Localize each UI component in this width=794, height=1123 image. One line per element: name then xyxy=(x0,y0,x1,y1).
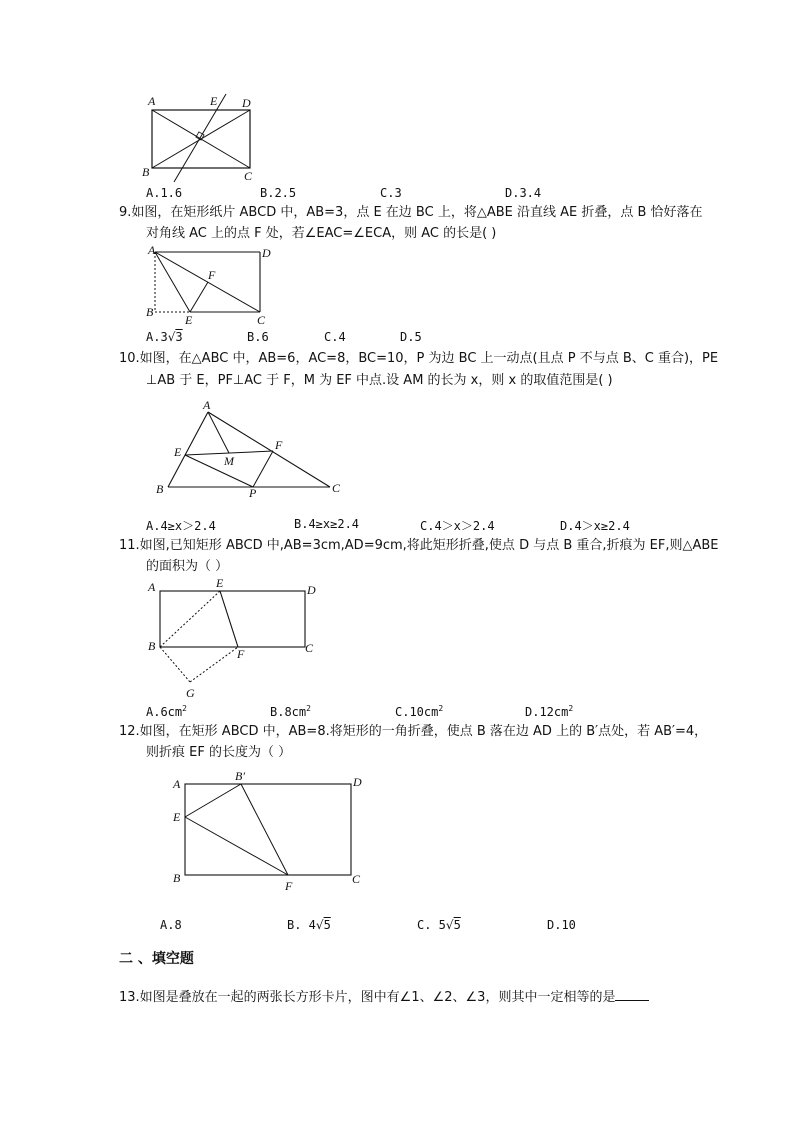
fig10-label-p: P xyxy=(249,486,257,500)
q13-text-line1: 13.如图是叠放在一起的两张长方形卡片，图中有∠1、∠2、∠3，则其中一定相等的是 xyxy=(119,990,616,1005)
q12-option-d: D.10 xyxy=(547,918,576,932)
fig8-label-c: C xyxy=(244,169,253,183)
q11-option-c-text: C.10cm xyxy=(395,705,439,719)
q9-option-d: D.5 xyxy=(400,330,422,344)
fig12-label-c: C xyxy=(352,872,361,886)
fig8-label-d: D xyxy=(242,96,251,110)
fig11-label-g: G xyxy=(186,686,195,700)
fig9-label-f: F xyxy=(208,268,216,282)
fig9-label-c: C xyxy=(257,313,266,327)
fig8-label-e: E xyxy=(210,94,218,108)
q13-answer-blank[interactable] xyxy=(615,988,649,1001)
fig8-label-b: B xyxy=(142,165,150,179)
q8-option-c: C.3 xyxy=(380,186,402,200)
q11-option-c-sup: 2 xyxy=(438,704,444,713)
q10-figure xyxy=(152,398,352,502)
fig10-label-c: C xyxy=(332,481,341,495)
fig12-label-f: F xyxy=(285,879,293,893)
q11-option-d-sup: 2 xyxy=(568,704,574,713)
q11-option-d xyxy=(525,704,573,719)
q11-option-b-text: B.8cm xyxy=(270,705,307,719)
fig11-label-f: F xyxy=(237,647,245,661)
fig9-label-b: B xyxy=(146,305,154,319)
q9-figure xyxy=(140,243,275,327)
sqrt-symbol: √ xyxy=(445,918,454,932)
q9-text-line1: 9.如图，在矩形纸片 ABCD 中，AB=3，点 E 在边 BC 上，将△ABE 沿直线 AE 折叠，点 B 恰好落在 xyxy=(119,205,703,220)
fig12-label-d: D xyxy=(353,775,362,789)
q8-figure xyxy=(140,88,270,186)
fig11-label-a: A xyxy=(148,580,156,594)
fig10-label-m: M xyxy=(224,454,234,468)
q12-option-a: A.8 xyxy=(160,918,182,932)
q11-option-b xyxy=(270,704,311,719)
q11-option-d-text: D.12cm xyxy=(525,705,569,719)
q9-text-line2: 对角线 AC 上的点 F 处，若∠EAC=∠ECA，则 AC 的长是( ) xyxy=(146,226,497,241)
sqrt-symbol: √ xyxy=(167,330,176,344)
q10-option-b: B.4≥x≥2.4 xyxy=(294,517,360,531)
q9-option-a xyxy=(146,330,183,344)
q11-text-line1: 11.如图,已知矩形 ABCD 中,AB=3cm,AD=9cm,将此矩形折叠,使点 D 与点 B 重合,折痕为 EF,则△ABE xyxy=(119,538,719,553)
fig10-label-f: F xyxy=(275,438,283,452)
q12-option-b-prefix: B. 4 xyxy=(287,918,316,932)
fig12-label-b: B xyxy=(173,871,181,885)
q10-option-a: A.4≥x＞2.4 xyxy=(146,519,216,533)
fig9-label-a: A xyxy=(148,243,156,257)
q11-text-line2: 的面积为（ ） xyxy=(146,559,229,574)
q11-option-a-text: A.6cm xyxy=(146,705,183,719)
q9-option-a-coef: 3 xyxy=(160,330,168,344)
fig11-label-d: D xyxy=(307,583,316,597)
q8-option-a: A.1.6 xyxy=(146,186,183,200)
sqrt-symbol: √ xyxy=(315,918,324,932)
q12-option-c xyxy=(417,918,461,932)
fig10-label-b: B xyxy=(156,482,164,496)
q9-option-a-prefix: A. xyxy=(146,330,161,344)
fig11-label-e: E xyxy=(216,576,224,590)
q11-option-b-sup: 2 xyxy=(306,704,311,713)
q8-option-d: D.3.4 xyxy=(505,186,542,200)
fig12-label-e: E xyxy=(173,810,181,824)
q9-option-a-radicand: 3 xyxy=(175,330,183,344)
section-heading-fill-in: 二 、填空题 xyxy=(119,951,194,967)
fig11-label-c: C xyxy=(305,641,314,655)
fig10-label-e: E xyxy=(174,445,182,459)
q12-text-line1: 12.如图，在矩形 ABCD 中，AB=8.将矩形的一角折叠，使点 B 落在边 AD 上的 B′点处，若 AB′=4， xyxy=(119,724,708,739)
q10-option-c: C.4＞x＞2.4 xyxy=(420,519,495,533)
q11-option-a-sup: 2 xyxy=(182,704,187,713)
fig10-label-a: A xyxy=(203,398,211,412)
fig9-label-d: D xyxy=(262,246,271,260)
q12-option-c-radicand: 5 xyxy=(453,918,461,932)
q12-text-line2: 则折痕 EF 的长度为（ ） xyxy=(146,745,292,760)
q9-option-c: C.4 xyxy=(324,330,346,344)
fig11-label-b: B xyxy=(148,639,156,653)
q11-figure xyxy=(140,576,320,700)
q13-text xyxy=(119,988,649,1008)
fig12-label-a: A xyxy=(173,777,181,791)
q10-option-d: D.4＞x≥2.4 xyxy=(560,519,630,533)
q9-option-b: B.6 xyxy=(247,330,269,344)
fig8-label-a: A xyxy=(148,94,156,108)
q8-option-b: B.2.5 xyxy=(260,186,297,200)
fig12-label-b-prime: B′ xyxy=(235,769,245,783)
q12-option-b-radicand: 5 xyxy=(323,918,331,932)
q11-option-c xyxy=(395,704,443,719)
q12-figure xyxy=(168,766,368,894)
fig9-label-e: E xyxy=(185,313,193,327)
q11-option-a xyxy=(146,704,187,719)
q10-text-line1: 10.如图，在△ABC 中，AB=6，AC=8，BC=10，P 为边 BC 上一动点(且点 P 不与点 B、C 重合)，PE xyxy=(119,351,719,366)
q10-text-line2: ⊥AB 于 E，PF⊥AC 于 F，M 为 EF 中点.设 AM 的长为 x，则 x 的取值范围是( ) xyxy=(146,373,613,388)
q12-option-c-prefix: C. 5 xyxy=(417,918,446,932)
q12-option-b xyxy=(287,918,331,932)
